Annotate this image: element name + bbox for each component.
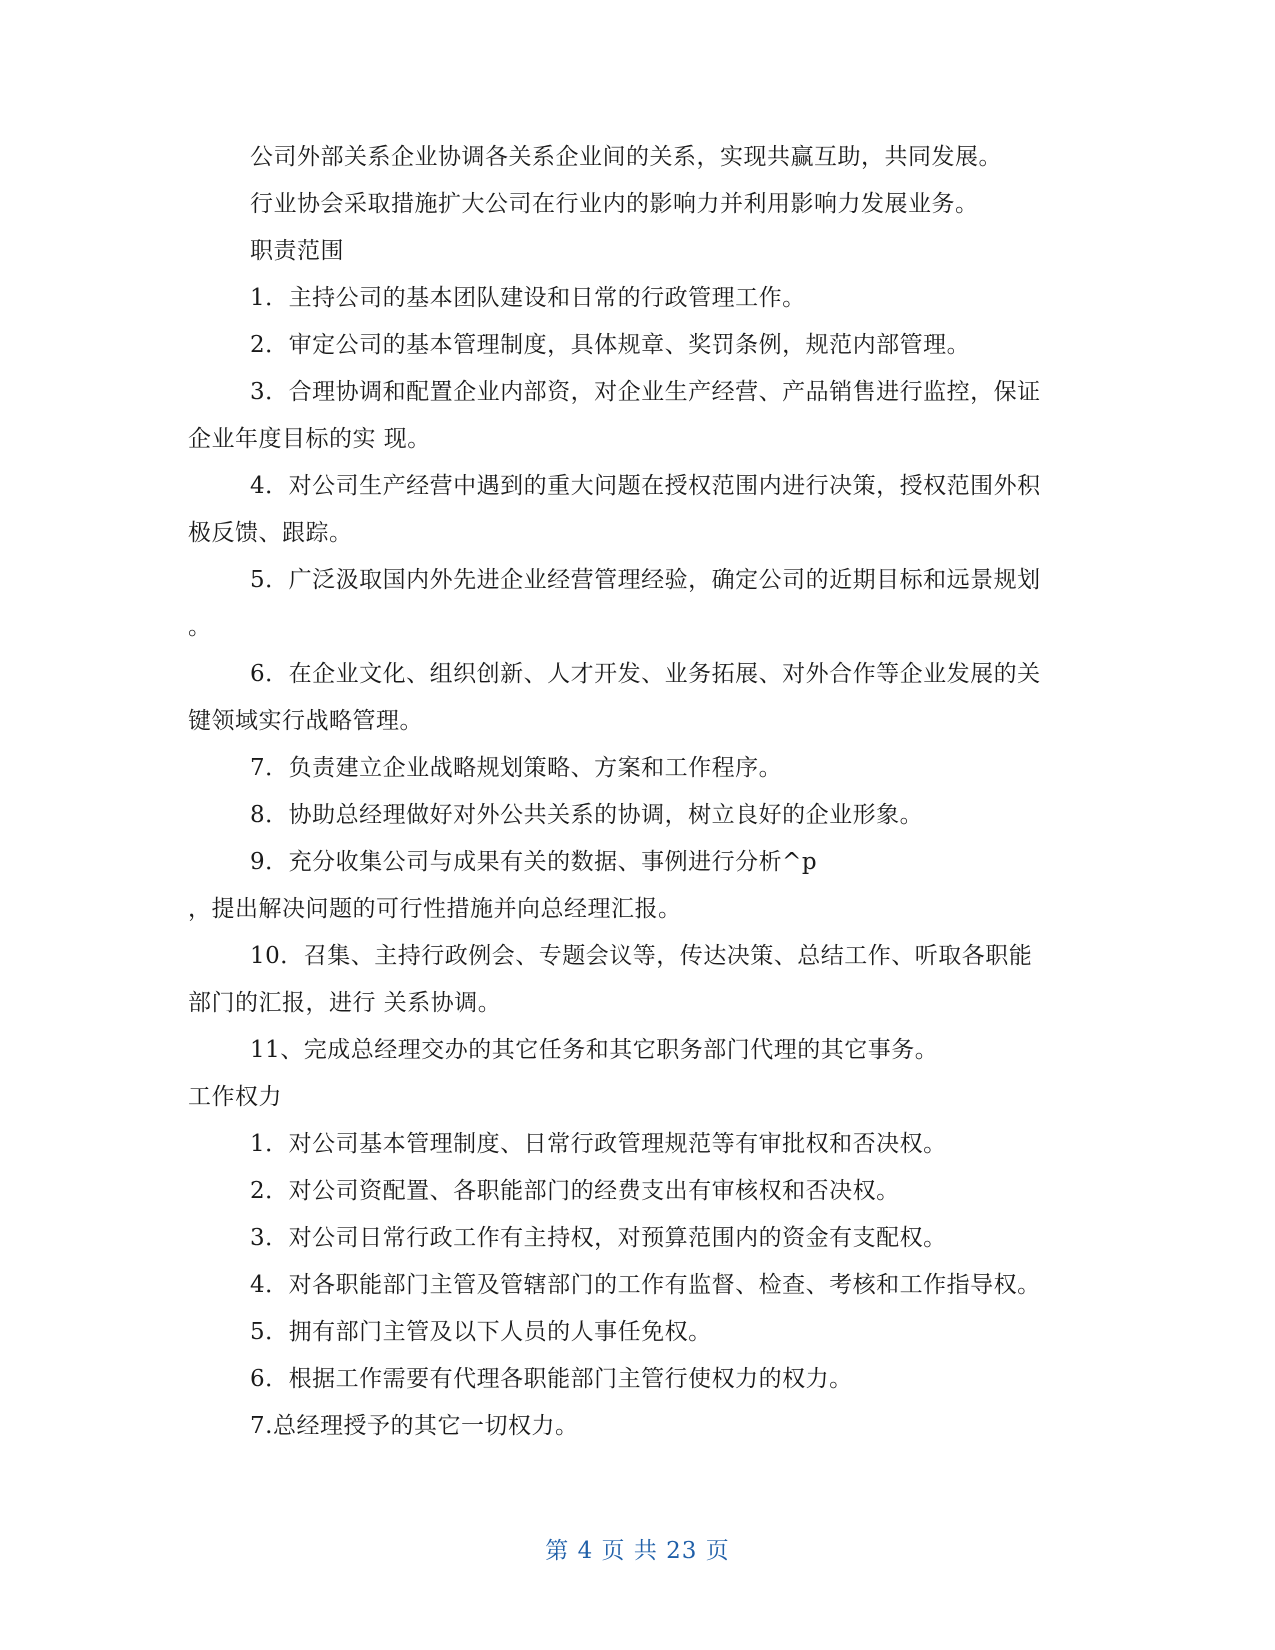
list-item: 3．合理协调和配置企业内部资，对企业生产经营、产品销售进行监控，保证 [250,379,1041,405]
list-item-continuation: 部门的汇报，进行 关系协调。 [188,990,502,1016]
list-item: 2．对公司资配置、各职能部门的经费支出有审核权和否决权。 [250,1178,900,1204]
list-item-continuation: 键领域实行战略管理。 [188,708,423,734]
list-item: 3．对公司日常行政工作有主持权，对预算范围内的资金有支配权。 [250,1225,947,1251]
list-item: 8．协助总经理做好对外公共关系的协调，树立良好的企业形象。 [250,802,924,828]
list-item: 5．拥有部门主管及以下人员的人事任免权。 [250,1319,712,1345]
list-item-continuation: 极反馈、跟踪。 [188,520,353,546]
list-item: 9．充分收集公司与成果有关的数据、事例进行分析^p [250,849,818,875]
page-number-footer: 第 4 页 共 23 页 [545,1538,730,1564]
list-item-continuation: 。 [188,614,212,640]
paragraph-line: 行业协会采取措施扩大公司在行业内的影响力并利用影响力发展业务。 [250,191,979,217]
list-item: 10．召集、主持行政例会、专题会议等，传达决策、总结工作、听取各职能 [250,943,1033,969]
list-item: 6．根据工作需要有代理各职能部门主管行使权力的权力。 [250,1366,853,1392]
list-item-continuation: ，提出解决问题的可行性措施并向总经理汇报。 [188,896,682,922]
list-item: 6．在企业文化、组织创新、人才开发、业务拓展、对外合作等企业发展的关 [250,661,1041,687]
paragraph-line: 公司外部关系企业协调各关系企业间的关系，实现共赢互助，共同发展。 [250,144,1002,170]
list-item: 4．对公司生产经营中遇到的重大问题在授权范围内进行决策，授权范围外积 [250,473,1041,499]
list-item: 11、完成总经理交办的其它任务和其它职务部门代理的其它事务。 [250,1037,939,1063]
section-heading: 职责范围 [250,238,344,264]
list-item: 4．对各职能部门主管及管辖部门的工作有监督、检查、考核和工作指导权。 [250,1272,1041,1298]
list-item: 2．审定公司的基本管理制度，具体规章、奖罚条例，规范内部管理。 [250,332,971,358]
list-item: 1．对公司基本管理制度、日常行政管理规范等有审批权和否决权。 [250,1131,947,1157]
list-item: 7．负责建立企业战略规划策略、方案和工作程序。 [250,755,783,781]
section-heading: 工作权力 [188,1084,282,1110]
list-item: 7.总经理授予的其它一切权力。 [250,1413,579,1439]
list-item-continuation: 企业年度目标的实 现。 [188,426,431,452]
list-item: 5．广泛汲取国内外先进企业经营管理经验，确定公司的近期目标和远景规划 [250,567,1041,593]
list-item: 1．主持公司的基本团队建设和日常的行政管理工作。 [250,285,806,311]
